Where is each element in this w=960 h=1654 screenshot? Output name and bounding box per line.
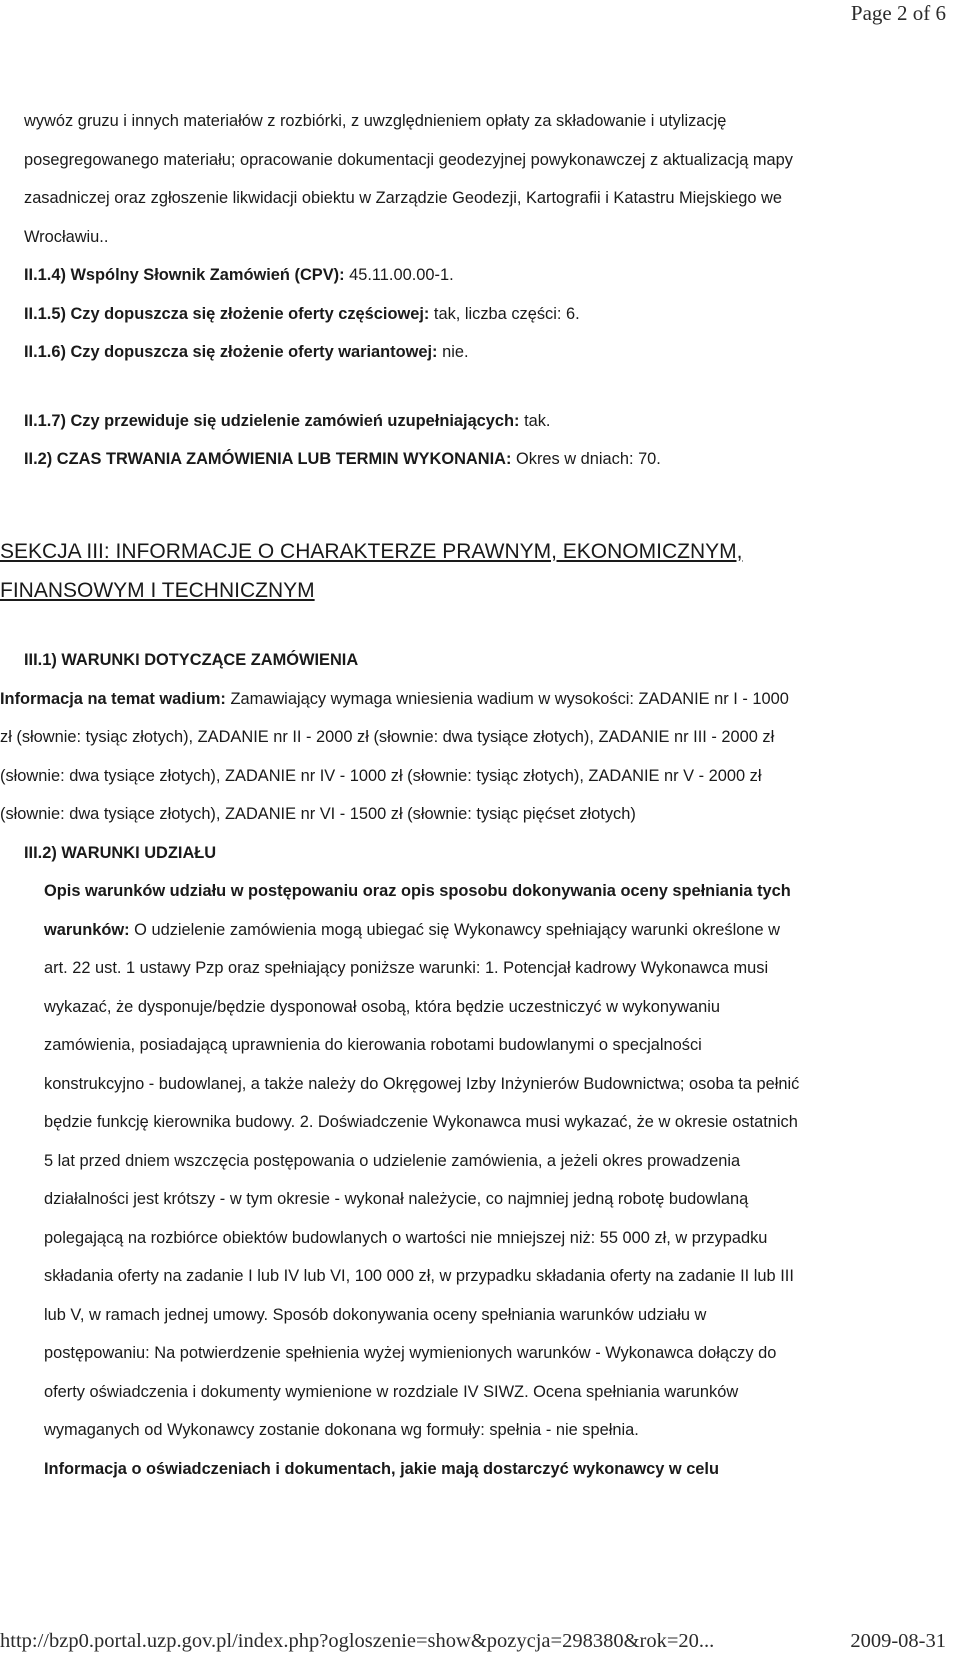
section-3-body — [0, 641, 960, 1488]
conditions-line: wykazać, że dysponuje/będzie dysponował osobą, która będzie uczestniczyć w wykonywaniu — [44, 997, 721, 1016]
conditions-text: O udzielenie zamówienia mogą ubiegać się Wykonawcy spełniający warunki określone w — [134, 920, 780, 939]
iii-2-title: III.2) WARUNKI UDZIAŁU — [24, 843, 217, 862]
intro-line: zasadniczej oraz zgłoszenie likwidacji obiektu w Zarządzie Geodezji, Kartografii i Katastru Miejskiego we — [24, 189, 782, 207]
partial-offer-field — [0, 295, 952, 334]
section-3-heading-line: SEKCJA III: INFORMACJE O CHARAKTERZE PRAWNYM, EKONOMICZNYM, — [0, 540, 743, 563]
conditions-line — [0, 911, 960, 950]
supplementary-orders-label: II.1.7) Czy przewiduje się udzielenie zamówień uzupełniających: — [24, 411, 520, 430]
conditions-line: oferty oświadczenia i dokumenty wymienione w rozdziale IV SIWZ. Ocena spełniania warunków — [44, 1382, 739, 1401]
conditions-line: 5 lat przed dniem wszczęcia postępowania o udzielenie zamówienia, a jeżeli okres prowadzenia — [44, 1151, 741, 1170]
wadium-line — [0, 680, 960, 719]
conditions-line: postępowaniu: Na potwierdzenie spełnienia wyżej wymienionych warunków - Wykonawca dołączy do — [44, 1344, 777, 1362]
conditions-line: lub V, w ramach jednej umowy. Sposób dokonywania oceny spełniania warunków udziału w — [44, 1305, 707, 1324]
intro-line: wywóz gruzu i innych materiałów z rozbiórki, z uwzględnieniem opłaty za składowanie i utylizację — [24, 112, 727, 130]
wadium-label: Informacja na temat wadium: — [0, 689, 226, 708]
variant-offer-field — [0, 333, 952, 372]
source-url: http://bzp0.portal.uzp.gov.pl/index.php?ogloszenie=show&pozycja=298380&rok=20... — [0, 1630, 715, 1652]
wadium-line: zł (słownie: tysiąc złotych), ZADANIE nr II - 2000 zł (słownie: dwa tysiące złotych), ZADANIE nr III - 2000 zł — [0, 728, 775, 746]
page-indicator: Page 2 of 6 — [850, 1, 946, 25]
wadium-text: Zamawiający wymaga wniesienia wadium w wysokości: ZADANIE nr I - 1000 — [230, 689, 789, 708]
cpv-field — [0, 256, 952, 295]
conditions-label: Opis warunków udziału w postępowaniu oraz opis sposobu dokonywania oceny spełniania tych — [44, 882, 791, 900]
partial-offer-label: II.1.5) Czy dopuszcza się złożenie oferty częściowej: — [24, 304, 430, 323]
intro-line: Wrocławiu.. — [24, 227, 109, 246]
iii-1-title: III.1) WARUNKI DOTYCZĄCE ZAMÓWIENIA — [24, 651, 359, 669]
document-body — [0, 102, 952, 479]
conditions-line: składania oferty na zadanie I lub IV lub VI, 100 000 zł, w przypadku składania oferty na zadanie II lub III — [44, 1267, 794, 1285]
conditions-line: zamówienia, posiadającą uprawnienia do kierowania robotami budowlanymi o specjalności — [44, 1036, 702, 1054]
intro-line: posegregowanego materiału; opracowanie dokumentacji geodezyjnej powykonawczej z aktualizacją mapy — [24, 150, 793, 169]
cpv-value: 45.11.00.00-1. — [349, 266, 454, 284]
wadium-line: (słownie: dwa tysiące złotych), ZADANIE nr VI - 1500 zł (słownie: tysiąc pięćset złotych) — [0, 805, 636, 823]
print-date: 2009-08-31 — [850, 1630, 946, 1652]
section-3-heading — [0, 532, 742, 610]
variant-offer-value: nie. — [442, 343, 469, 361]
supplementary-orders-value: tak. — [524, 411, 551, 430]
variant-offer-label: II.1.6) Czy dopuszcza się złożenie oferty wariantowej: — [24, 343, 438, 361]
partial-offer-value: tak, liczba części: 6. — [433, 304, 580, 323]
conditions-label-end: warunków: — [44, 920, 130, 939]
conditions-line: będzie funkcję kierownika budowy. 2. Doświadczenie Wykonawca musi wykazać, że w okresie ostatnich — [44, 1113, 798, 1131]
conditions-line: działalności jest krótszy - w tym okresie - wykonał należycie, co najmniej jedną robotę budowlaną — [44, 1190, 749, 1208]
conditions-line: konstrukcyjno - budowlanej, a także należy do Okręgowej Izby Inżynierów Budownictwa; osoba ta pełnić — [44, 1074, 800, 1093]
duration-value: Okres w dniach: 70. — [516, 450, 661, 468]
conditions-line: wymaganych od Wykonawcy zostanie dokonana wg formuły: spełnia - nie spełnia. — [44, 1421, 639, 1439]
documents-info-label: Informacja o oświadczeniach i dokumentach, jakie mają dostarczyć wykonawcy w celu — [44, 1459, 719, 1478]
conditions-line: art. 22 ust. 1 ustawy Pzp oraz spełniający poniższe warunki: 1. Potencjał kadrowy Wykonawca musi — [44, 959, 769, 977]
duration-label: II.2) CZAS TRWANIA ZAMÓWIENIA LUB TERMIN WYKONANIA: — [24, 450, 512, 468]
wadium-line: (słownie: dwa tysiące złotych), ZADANIE nr IV - 1000 zł (słownie: tysiąc złotych), ZADANIE nr V - 2000 zł — [0, 766, 762, 785]
duration-field — [0, 440, 952, 479]
conditions-line: polegającą na rozbiórce obiektów budowlanych o wartości nie mniejszej niż: 55 000 zł, w przypadku — [44, 1228, 768, 1247]
cpv-label: II.1.4) Wspólny Słownik Zamówień (CPV): — [24, 266, 345, 284]
supplementary-orders-field — [0, 402, 952, 441]
section-3-heading-line: FINANSOWYM I TECHNICZNYM — [0, 579, 315, 602]
